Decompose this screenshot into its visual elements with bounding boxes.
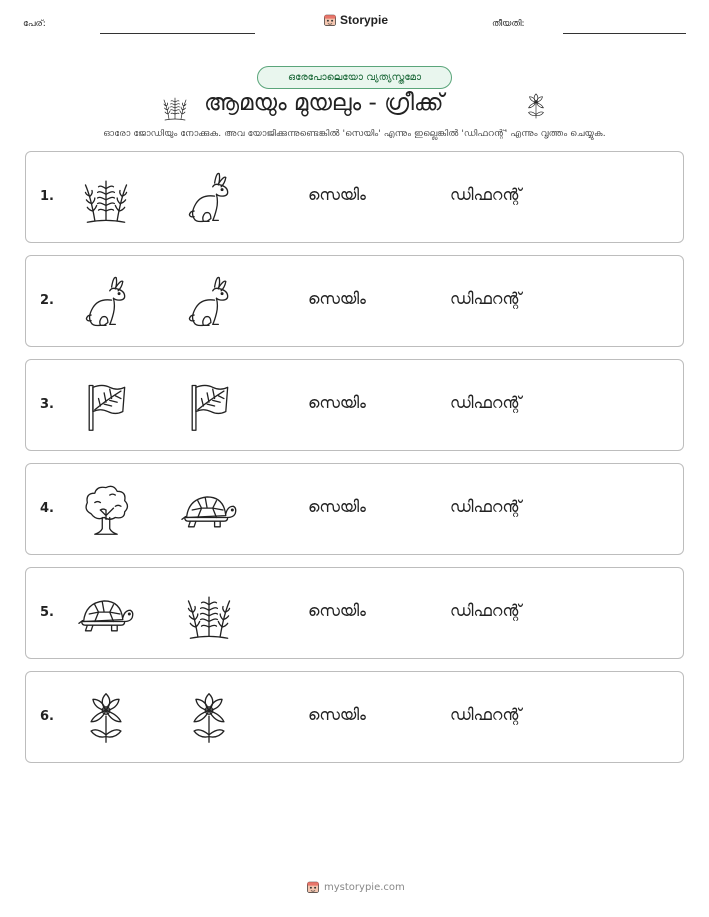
category-badge: ഒരേപോലെയോ വ്യത്യസ്തമോ <box>257 66 452 89</box>
same-option[interactable]: സെയിം <box>308 497 366 516</box>
name-input-line[interactable] <box>100 33 255 34</box>
same-option[interactable]: സെയിം <box>308 601 366 620</box>
same-option[interactable]: സെയിം <box>308 705 366 724</box>
date-label: തീയതി: <box>492 19 525 29</box>
worksheet-header <box>0 0 709 40</box>
flower-icon <box>181 690 237 746</box>
flag-icon <box>78 378 134 434</box>
fern-icon <box>78 170 134 226</box>
different-option[interactable]: ഡിഫറന്റ് <box>450 185 522 204</box>
question-row-1 <box>25 151 684 243</box>
same-option[interactable]: സെയിം <box>308 393 366 412</box>
mascot-icon <box>306 880 320 894</box>
question-row-2 <box>25 255 684 347</box>
question-number: 2. <box>40 293 54 308</box>
question-row-6 <box>25 671 684 763</box>
same-option[interactable]: സെയിം <box>308 289 366 308</box>
question-number: 3. <box>40 397 54 412</box>
question-number: 1. <box>40 189 54 204</box>
question-number: 6. <box>40 709 54 724</box>
flag-icon <box>181 378 237 434</box>
rabbit-icon <box>181 274 237 330</box>
different-option[interactable]: ഡിഫറന്റ് <box>450 289 522 308</box>
name-label: പേര്: <box>23 19 46 29</box>
mascot-icon <box>323 13 337 27</box>
footer <box>306 880 405 894</box>
brand-logo <box>323 13 388 27</box>
different-option[interactable]: ഡിഫറന്റ് <box>450 497 522 516</box>
turtle-icon <box>78 586 134 642</box>
same-option[interactable]: സെയിം <box>308 185 366 204</box>
date-input-line[interactable] <box>563 33 686 34</box>
question-number: 5. <box>40 605 54 620</box>
rabbit-icon <box>78 274 134 330</box>
tree-icon <box>78 482 134 538</box>
different-option[interactable]: ഡിഫറന്റ് <box>450 393 522 412</box>
different-option[interactable]: ഡിഫറന്റ് <box>450 601 522 620</box>
question-row-3 <box>25 359 684 451</box>
question-row-5 <box>25 567 684 659</box>
footer-url[interactable]: mystorypie.com <box>324 881 405 893</box>
question-row-4 <box>25 463 684 555</box>
rabbit-icon <box>181 170 237 226</box>
brand-name: Storypie <box>340 13 389 27</box>
turtle-icon <box>181 482 237 538</box>
title-row <box>0 90 709 124</box>
fern-icon <box>160 92 190 122</box>
instructions-text: ഓരോ ജോഡിയും നോക്കുക. അവ യോജിക്കുന്നുണ്ടെങ്കിൽ 'സെയിം' എന്നും ഇല്ലെങ്കിൽ 'ഡിഫറന്റ്' എന്നും വൃത്തം ചെയ്യുക. <box>103 128 606 139</box>
different-option[interactable]: ഡിഫറന്റ് <box>450 705 522 724</box>
question-number: 4. <box>40 501 54 516</box>
flower-icon <box>78 690 134 746</box>
page-title: ആമയും മുയലും - ഗ്രീക്ക് <box>204 90 444 116</box>
fern-icon <box>181 586 237 642</box>
flower-icon <box>522 92 550 120</box>
